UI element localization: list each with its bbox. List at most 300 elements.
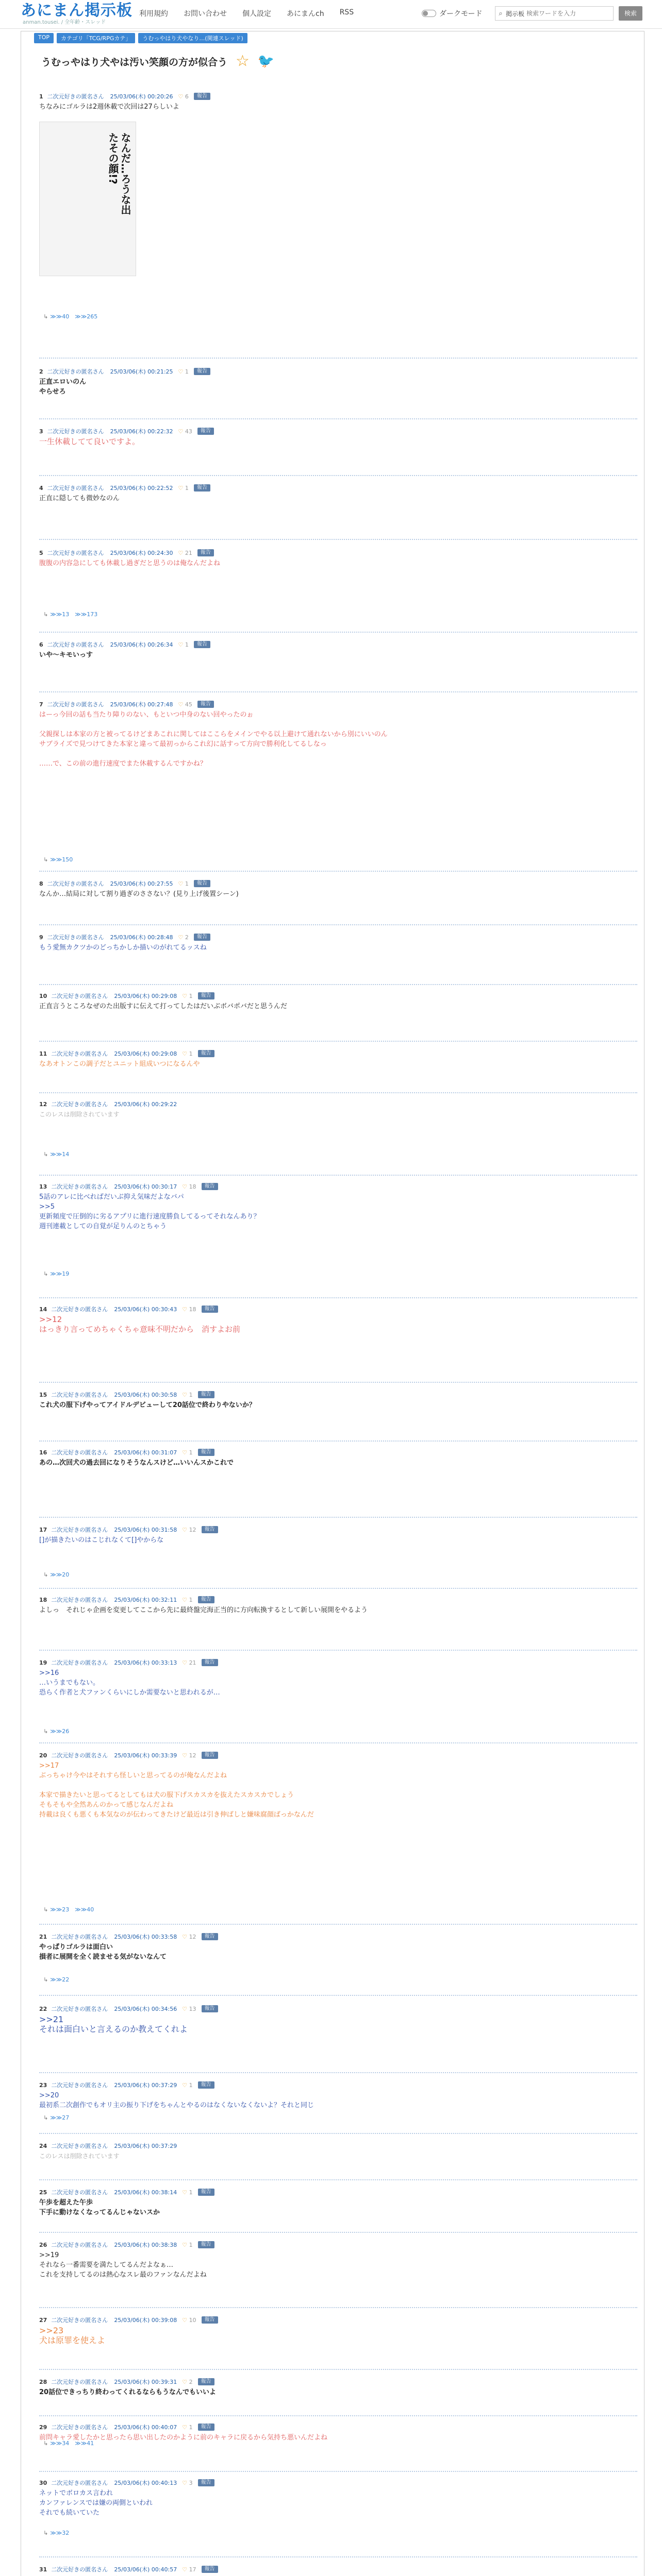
poster-name: 二次元好きの匿名さん	[51, 1934, 108, 1940]
like-count[interactable]: ♡ 18	[182, 1306, 196, 1313]
post-date: 25/03/06(木) 00:22:52	[110, 485, 173, 492]
post-number[interactable]: 29	[39, 2424, 47, 2431]
reply-links[interactable]	[43, 1270, 69, 1277]
post	[39, 1932, 637, 1962]
poster-name: 二次元好きの匿名さん	[51, 1101, 108, 1108]
post-number[interactable]: 28	[39, 2378, 47, 2385]
post-meta	[39, 1390, 637, 1399]
post-number[interactable]: 20	[39, 1752, 47, 1759]
post-date: 25/03/06(木) 00:24:30	[110, 550, 173, 556]
post-divider	[39, 2133, 637, 2134]
report-button[interactable]: 報告	[198, 1050, 214, 1057]
poster-name: 二次元好きの匿名さん	[51, 1392, 108, 1398]
post-body: ネットでボロカス言われ カンファレンスでは嫌の両側といわれ それでも続いていた	[39, 2489, 153, 2517]
post-number[interactable]: 6	[39, 641, 43, 648]
post-divider	[39, 691, 637, 692]
reply-link-text[interactable]: ≫≫26	[50, 1728, 70, 1735]
post-number[interactable]: 23	[39, 2081, 47, 2089]
reply-links[interactable]	[43, 1976, 69, 1983]
post-body: よしっ それじゃ企画を変更してここから先に最終盤完海正当的に方向転換するとして新しい展開をやるよう	[39, 1606, 368, 1614]
post-date: 25/03/06(木) 00:27:55	[110, 880, 173, 887]
post-number[interactable]: 24	[39, 2142, 47, 2149]
post-body: 前問キャラ愛したかと思ったら思い出したのかように前のキャラに戻るから気持ち悪いんだよね	[39, 2434, 328, 2442]
post-body: やっぱりゴルラは面白い 損者に展開を全く読ませる気がないなんて	[39, 1943, 167, 1961]
post-number[interactable]: 4	[39, 484, 43, 492]
post	[39, 640, 637, 660]
report-button[interactable]: 報告	[194, 934, 210, 941]
post-divider	[39, 475, 637, 476]
post-body: なあオトンこの調子だとユニット組成いつになるんや	[39, 1060, 200, 1068]
post	[39, 1304, 637, 1334]
post-number[interactable]: 12	[39, 1100, 47, 1108]
report-button[interactable]: 報告	[198, 2241, 214, 2248]
post-date: 25/03/06(木) 00:29:08	[114, 993, 177, 999]
post-body: 正直に隠しても微妙なのん	[39, 495, 120, 502]
poster-name: 二次元好きの匿名さん	[51, 2379, 108, 2385]
report-button[interactable]: 報告	[198, 2424, 214, 2431]
post-meta	[39, 1182, 637, 1191]
like-count[interactable]: ♡ 1	[182, 2189, 192, 2196]
post	[39, 2141, 637, 2161]
post	[39, 1448, 637, 1468]
report-button[interactable]: 報告	[198, 1449, 214, 1456]
nav-animanch[interactable]: あにまんch	[287, 10, 324, 18]
poster-name: 二次元好きの匿名さん	[47, 641, 104, 648]
poster-name: 二次元好きの匿名さん	[47, 485, 104, 492]
post-date: 25/03/06(木) 00:30:58	[114, 1392, 177, 1398]
search-box	[495, 6, 614, 21]
like-count[interactable]: ♡ 12	[182, 1527, 196, 1533]
poster-name: 二次元好きの匿名さん	[51, 2242, 108, 2248]
report-button[interactable]: 報告	[202, 1183, 218, 1190]
report-button[interactable]: 報告	[202, 1306, 218, 1313]
like-count[interactable]: ♡ 43	[178, 428, 192, 435]
post-number[interactable]: 16	[39, 1449, 47, 1456]
nav-contact[interactable]: お問い合わせ	[184, 10, 227, 18]
search-input[interactable]	[526, 10, 604, 17]
post	[39, 483, 637, 503]
report-button[interactable]: 報告	[194, 484, 210, 492]
post-meta	[39, 2004, 637, 2013]
reply-arrow-icon: ↳	[43, 1571, 48, 1578]
report-button[interactable]: 報告	[198, 1391, 214, 1398]
post-number[interactable]: 9	[39, 934, 43, 941]
reply-links[interactable]	[43, 610, 97, 618]
post	[39, 1595, 637, 1615]
favorite-star-icon[interactable]: ☆	[236, 52, 250, 70]
reply-link-text[interactable]: ≫≫14	[50, 1151, 70, 1158]
like-count[interactable]: ♡ 1	[178, 880, 189, 887]
post	[39, 2315, 637, 2345]
post-meta	[39, 2478, 637, 2487]
post-number[interactable]: 10	[39, 992, 47, 999]
post-date: 25/03/06(木) 00:30:17	[114, 1183, 177, 1190]
post-number[interactable]: 1	[39, 93, 43, 100]
post-divider	[39, 2307, 637, 2308]
like-count[interactable]: ♡ 1	[178, 368, 189, 375]
post-meta	[39, 2141, 637, 2150]
nav-terms[interactable]: 利用規約	[139, 10, 168, 18]
post	[39, 2478, 637, 2518]
like-count[interactable]: ♡ 1	[182, 1050, 192, 1057]
post-body: なんか…結局に対して割り過ぎのささない？(見り上げ後置シーン)	[39, 890, 239, 898]
reply-arrow-icon: ↳	[43, 1728, 48, 1735]
post-number[interactable]: 27	[39, 2316, 47, 2324]
like-count[interactable]: ♡ 21	[182, 1659, 196, 1666]
post-meta	[39, 1932, 637, 1941]
reply-link-text[interactable]: ≫≫150	[50, 856, 73, 863]
report-button[interactable]: 報告	[198, 2479, 214, 2486]
report-button[interactable]: 報告	[198, 2081, 214, 2089]
report-button[interactable]: 報告	[202, 2316, 218, 2324]
like-count[interactable]: ♡ 6	[178, 93, 189, 100]
post-date: 25/03/06(木) 00:22:32	[110, 428, 173, 435]
post-meta	[39, 2188, 637, 2197]
report-button[interactable]: 報告	[198, 992, 214, 999]
post-divider	[39, 1175, 637, 1176]
post-meta	[39, 1595, 637, 1604]
post-number[interactable]: 19	[39, 1659, 47, 1666]
reply-links[interactable]	[43, 856, 73, 863]
post-number[interactable]: 2	[39, 368, 43, 375]
darkmode-toggle[interactable]	[422, 8, 482, 19]
post-body: 腹腹の内容急にしても休載し過ぎだと思うのは俺なんだよね	[39, 560, 221, 567]
post-date: 25/03/06(木) 00:34:56	[114, 2006, 177, 2012]
like-count[interactable]: ♡ 1	[182, 2424, 192, 2431]
post	[39, 2080, 637, 2110]
report-button[interactable]: 報告	[194, 880, 210, 887]
poster-name: 二次元好きの匿名さん	[47, 368, 104, 375]
post-body: >>20 最初系二次創作でもオリ主の振り下げをちゃんとやるのはなくないなくないよ？それと同じ	[39, 2092, 315, 2109]
post	[39, 92, 637, 112]
post-meta	[39, 548, 637, 557]
post-body: あの…次回犬の過去回になりそうなんスけど…いいんスかこれで	[39, 1459, 234, 1467]
post	[39, 367, 637, 397]
post-meta	[39, 933, 637, 942]
like-count[interactable]: ♡ 18	[182, 1183, 196, 1190]
post	[39, 2565, 637, 2576]
post	[39, 1751, 637, 1820]
post-date: 25/03/06(木) 00:20:26	[110, 93, 173, 100]
post-meta	[39, 1099, 637, 1109]
post-body: 20話位できっちり終わってくれるならもうなんでもいいよ	[39, 2388, 216, 2396]
post-date: 25/03/06(木) 00:39:31	[114, 2379, 177, 2385]
reply-link-text[interactable]: ≫≫27	[50, 2114, 70, 2121]
post-body: 一生休載してて良いですよ。	[39, 437, 140, 446]
post	[39, 1182, 637, 1231]
like-count[interactable]: ♡ 1	[178, 641, 189, 648]
report-button[interactable]: 報告	[198, 2378, 214, 2385]
post-date: 25/03/06(木) 00:27:48	[110, 701, 173, 708]
poster-name: 二次元好きの匿名さん	[51, 2189, 108, 2196]
post-divider	[39, 1382, 637, 1383]
post-divider	[39, 632, 637, 633]
reply-link-text[interactable]: ≫≫34 ≫≫41	[50, 2440, 94, 2447]
post-meta	[39, 1304, 637, 1314]
like-count[interactable]: ♡ 21	[178, 550, 192, 556]
like-count[interactable]: ♡ 1	[182, 1597, 192, 1603]
post-date: 25/03/06(木) 00:30:43	[114, 1306, 177, 1313]
post-number[interactable]: 11	[39, 1050, 47, 1057]
post-divider	[39, 984, 637, 985]
thread-title	[41, 54, 274, 69]
post-body: 午歩を超えた午歩 下手に動けなくなってるんじゃないスか	[39, 2199, 160, 2216]
post-body: >>17 ぶっちゃけ今やはそれすら怪しいと思ってるのが俺なんだよね 本家で描きたいと思ってるとしてもは犬の服下げスカスカを抜えたスカスカでしょう そもそもや全然あんのかって感じなんだよね 持載は良くも悪くも本気なのが伝わってきたけど最近は引き伸ばしと嫌味腐顔ばっかなんだ	[39, 1762, 314, 1819]
post	[39, 548, 637, 568]
poster-name: 二次元好きの匿名さん	[51, 2082, 108, 2089]
poster-name: 二次元好きの匿名さん	[47, 880, 104, 887]
search-button[interactable]: 検索	[619, 6, 642, 21]
report-button[interactable]: 報告	[197, 428, 214, 435]
reply-arrow-icon: ↳	[43, 1906, 48, 1913]
post	[39, 1525, 637, 1545]
post-image[interactable]	[39, 122, 136, 276]
main-nav	[139, 8, 354, 19]
header	[0, 0, 662, 29]
reply-links[interactable]	[43, 1151, 69, 1158]
like-count[interactable]: ♡ 1	[182, 2082, 192, 2089]
like-count[interactable]: ♡ 12	[182, 1934, 196, 1940]
report-button[interactable]: 報告	[202, 1526, 218, 1533]
post-divider	[39, 2415, 637, 2416]
post	[39, 2240, 637, 2280]
post	[39, 879, 637, 899]
report-button[interactable]: 報告	[202, 1933, 218, 1940]
post-meta	[39, 1448, 637, 1457]
poster-name: 二次元好きの匿名さん	[51, 1306, 108, 1313]
post-body: >>16 …いうまでもない。 恐らく作者と犬ファンくらいにしか需要ないと思われるが…	[39, 1669, 220, 1697]
breadcrumb-related[interactable]: うむっやはり犬やなり…(関連スレッド)	[138, 33, 247, 43]
reply-links[interactable]	[43, 1571, 69, 1578]
reply-link-text[interactable]: ≫≫13 ≫≫173	[50, 611, 98, 618]
twitter-share-icon[interactable]: 🐦	[257, 54, 275, 69]
post-date: 25/03/06(木) 00:38:14	[114, 2189, 177, 2196]
post-number[interactable]: 7	[39, 701, 43, 708]
reply-links[interactable]	[43, 312, 97, 320]
post-meta	[39, 2315, 637, 2325]
report-button[interactable]: 報告	[194, 641, 210, 648]
reply-link-text[interactable]: ≫≫22	[50, 1976, 70, 1983]
post-date: 25/03/06(木) 00:32:11	[114, 1597, 177, 1603]
post-body: []が描きたいのはこじれなくて[]やからな	[39, 1536, 164, 1544]
like-count[interactable]: ♡ 12	[182, 1752, 196, 1759]
breadcrumb-top[interactable]: TOP	[34, 33, 54, 43]
post-date: 25/03/06(木) 00:40:07	[114, 2424, 177, 2431]
post-date: 25/03/06(木) 00:21:25	[110, 368, 173, 375]
like-count[interactable]: ♡ 1	[182, 2242, 192, 2248]
post-number[interactable]: 25	[39, 2189, 47, 2196]
breadcrumb-category[interactable]: カテゴリ「TCG/RPGカテ」	[57, 33, 135, 43]
post-body: >>12 はっきり言ってめちゃくちゃ意味不明だから 消すよお前	[39, 1315, 241, 1334]
post-divider	[39, 2232, 637, 2233]
reply-links[interactable]	[43, 2114, 69, 2121]
poster-name: 二次元好きの匿名さん	[47, 701, 104, 708]
post-date: 25/03/06(木) 00:37:29	[114, 2143, 177, 2149]
logo-text[interactable]: あにまん掲示板	[21, 2, 133, 20]
toggle-switch-icon[interactable]	[422, 10, 436, 17]
post-body: >>19 それなら一番需要を満たしてるんだよなぁ… これを支持してるのは熱心なスレ最のファンなんだよね	[39, 2251, 207, 2279]
post-divider	[39, 2556, 637, 2557]
post-body: >>23 犬は原罪を使えよ	[39, 2326, 106, 2345]
reply-link-text[interactable]: ≫≫23 ≫≫40	[50, 1906, 94, 1913]
post-meta	[39, 640, 637, 649]
reply-arrow-icon: ↳	[43, 313, 48, 320]
post-number[interactable]: 5	[39, 549, 43, 556]
post-meta	[39, 2422, 637, 2432]
search-icon: ⌕	[499, 9, 503, 18]
post	[39, 2377, 637, 2397]
site-logo[interactable]	[21, 2, 133, 26]
post-date: 25/03/06(木) 00:33:13	[114, 1659, 177, 1666]
poster-name: 二次元好きの匿名さん	[47, 93, 104, 100]
reply-arrow-icon: ↳	[43, 2114, 48, 2121]
report-button[interactable]: 報告	[202, 1659, 218, 1666]
post-meta	[39, 483, 637, 493]
post-body	[39, 2574, 637, 2576]
poster-name: 二次元好きの匿名さん	[51, 2317, 108, 2324]
post	[39, 2188, 637, 2217]
post-divider	[39, 1041, 637, 1042]
like-count[interactable]: ♡ 1	[182, 993, 192, 999]
report-button[interactable]: 報告	[198, 2189, 214, 2196]
poster-name: 二次元好きの匿名さん	[51, 1050, 108, 1057]
post-meta	[39, 1751, 637, 1760]
post-meta	[39, 2080, 637, 2090]
like-count[interactable]: ♡ 2	[182, 2379, 192, 2385]
like-count[interactable]: ♡ 1	[182, 1449, 192, 1456]
post-number[interactable]: 14	[39, 1306, 47, 1313]
post-date: 25/03/06(木) 00:29:22	[114, 1101, 177, 1108]
poster-name: 二次元好きの匿名さん	[51, 1597, 108, 1603]
reply-arrow-icon: ↳	[43, 611, 48, 618]
like-count[interactable]: ♡ 45	[178, 701, 192, 708]
post-number[interactable]: 18	[39, 1596, 47, 1603]
report-button[interactable]: 報告	[194, 93, 210, 100]
post-divider	[39, 418, 637, 419]
post-date: 25/03/06(木) 00:33:58	[114, 1934, 177, 1940]
report-button[interactable]: 報告	[198, 1596, 214, 1603]
post-date: 25/03/06(木) 00:28:48	[110, 934, 173, 941]
report-button[interactable]: 報告	[197, 701, 214, 708]
post-body: はーっ今回の話も当たり障りのない、もといつ中身のない回やったのぉ 父親探しは本家の方と被ってるけどまあこれに関してはここらをメインでやる以上避けて通れないから別にいいのん サブライズで見つけてきた本家と違って最初っからこれ幻に話すって方向で勝利化してるしなっ ……で、この前の進行速度でまた休載するんですかね？	[39, 711, 388, 768]
post	[39, 700, 637, 769]
poster-name: 二次元好きの匿名さん	[51, 1527, 108, 1533]
post-body: 正直エロいのん やらせろ	[39, 378, 87, 396]
post-number[interactable]: 30	[39, 2479, 47, 2486]
poster-name: 二次元好きの匿名さん	[51, 1659, 108, 1666]
post-number[interactable]: 3	[39, 428, 43, 435]
poster-name: 二次元好きの匿名さん	[47, 934, 104, 941]
nav-settings[interactable]: 個人設定	[242, 10, 271, 18]
reply-arrow-icon: ↳	[43, 2439, 48, 2447]
post-meta	[39, 2240, 637, 2249]
post-meta	[39, 991, 637, 1001]
post-date: 25/03/06(木) 00:39:08	[114, 2317, 177, 2324]
post-date: 25/03/06(木) 00:40:13	[114, 2480, 177, 2486]
post-number[interactable]: 26	[39, 2241, 47, 2248]
post	[39, 427, 637, 447]
reply-arrow-icon: ↳	[43, 856, 48, 863]
like-count[interactable]: ♡ 3	[182, 2480, 192, 2486]
post-number[interactable]: 13	[39, 1183, 47, 1190]
reply-arrow-icon: ↳	[43, 1270, 48, 1277]
reply-link-text[interactable]: ≫≫19	[50, 1270, 70, 1277]
post	[39, 933, 637, 953]
post-meta	[39, 427, 637, 436]
reply-arrow-icon: ↳	[43, 1151, 48, 1158]
like-count[interactable]: ♡ 13	[182, 2006, 196, 2012]
report-button[interactable]: 報告	[202, 2005, 218, 2012]
post-date: 25/03/06(木) 00:31:58	[114, 1527, 177, 1533]
reply-links[interactable]	[43, 2439, 94, 2447]
post-divider	[39, 2369, 637, 2370]
post-divider	[39, 2072, 637, 2073]
post-number[interactable]: 15	[39, 1391, 47, 1398]
post-date: 25/03/06(木) 00:33:39	[114, 1752, 177, 1759]
poster-name: 二次元好きの匿名さん	[51, 1449, 108, 1456]
post-body: このレスは削除されています	[39, 2153, 120, 2160]
post-number[interactable]: 8	[39, 880, 43, 887]
like-count[interactable]: ♡ 1	[182, 1392, 192, 1398]
post-body: これ犬の服下げやってアイドルデビューして20話位で終わりやないか？	[39, 1401, 256, 1409]
poster-name: 二次元好きの匿名さん	[51, 1752, 108, 1759]
post-date: 25/03/06(木) 00:26:34	[110, 641, 173, 648]
post-meta	[39, 2377, 637, 2386]
nav-rss[interactable]: RSS	[339, 8, 354, 16]
post-divider	[39, 2179, 637, 2180]
like-count[interactable]: ♡ 17	[182, 2566, 196, 2573]
post-meta	[39, 2565, 637, 2574]
post-date: 25/03/06(木) 00:37:29	[114, 2082, 177, 2089]
report-button[interactable]: 報告	[197, 549, 214, 556]
search-scope[interactable]: 掲示板	[506, 10, 525, 18]
like-count[interactable]: ♡ 2	[178, 934, 189, 941]
post-meta	[39, 700, 637, 709]
post-body: 5話のアレに比べればだいぶ抑え気味だよなバパ >>5 更新頻度で圧倒的に劣るアプリに進行速度勝負してるってそれなんあり？ 週刊連載としての自覚が足りんのとちゃう	[39, 1193, 260, 1230]
reply-link-text[interactable]: ≫≫32	[50, 2530, 70, 2536]
reply-arrow-icon: ↳	[43, 2530, 48, 2536]
reply-links[interactable]	[43, 1728, 69, 1735]
report-button[interactable]: 報告	[202, 1752, 218, 1759]
post-divider	[39, 1297, 637, 1298]
post-meta	[39, 1658, 637, 1667]
reply-link-text[interactable]: ≫≫40 ≫≫265	[50, 313, 98, 320]
post-number[interactable]: 17	[39, 1526, 47, 1533]
post-divider	[39, 1588, 637, 1589]
post-divider	[39, 1995, 637, 1996]
manga-speech-text: なんだ…ろうな出たその顔!?	[107, 132, 131, 215]
like-count[interactable]: ♡ 10	[182, 2317, 196, 2324]
darkmode-label: ダークモード	[439, 10, 483, 18]
post-number[interactable]: 22	[39, 2005, 47, 2012]
post-divider	[39, 358, 637, 359]
post	[39, 2004, 637, 2034]
post-number[interactable]: 21	[39, 1933, 47, 1940]
reply-link-text[interactable]: ≫≫20	[50, 1571, 70, 1578]
post-number[interactable]: 31	[39, 2566, 47, 2573]
like-count[interactable]: ♡ 1	[178, 485, 189, 492]
poster-name: 二次元好きの匿名さん	[51, 2480, 108, 2486]
reply-links[interactable]	[43, 1905, 94, 1913]
poster-name: 二次元好きの匿名さん	[47, 428, 104, 435]
report-button[interactable]: 報告	[202, 2566, 218, 2573]
report-button[interactable]: 報告	[194, 368, 210, 375]
post	[39, 1099, 637, 1120]
post-divider	[39, 1742, 637, 1743]
breadcrumb	[34, 33, 247, 43]
reply-links[interactable]	[43, 2530, 69, 2536]
post-divider	[39, 1517, 637, 1518]
